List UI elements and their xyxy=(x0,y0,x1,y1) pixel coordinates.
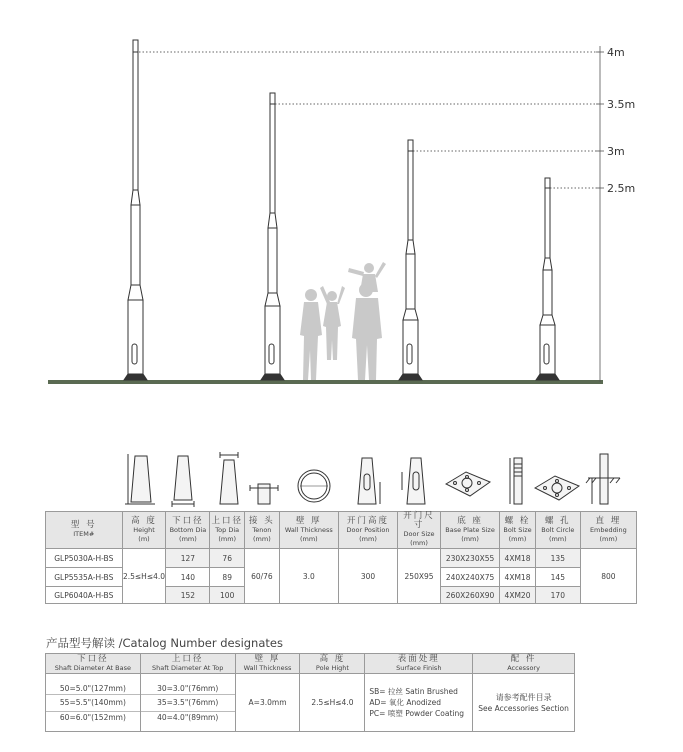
header-bottom-dia: 下口径 Bottom Dia (mm) xyxy=(166,512,210,549)
wall-thickness-icon xyxy=(298,470,330,502)
height-leaders xyxy=(139,52,600,188)
cell-embedding-merged: 800 xyxy=(580,549,636,604)
cell-top-dia: 100 xyxy=(210,587,245,604)
bolt-circle-icon xyxy=(535,476,579,500)
catalog-header-height: 高 度 Pole Hight xyxy=(300,654,365,674)
cell-bolt-size: 4XM18 xyxy=(500,568,536,587)
header-bolt-circle: 螺 孔 Bolt Circle (mm) xyxy=(535,512,580,549)
catalog-header-wall: 壁 厚 Wall Thickness xyxy=(235,654,300,674)
pole-3m xyxy=(399,140,422,380)
top-diameter-icon xyxy=(220,452,238,504)
cell-item: GLP5535A-H-BS xyxy=(46,568,123,587)
catalog-header-top: 上口径 Shaft Diameter At Top xyxy=(140,654,235,674)
catalog-header-row xyxy=(46,654,575,674)
height-label-3-5m: 3.5m xyxy=(607,98,636,111)
header-item: 型 号 ITEM# xyxy=(46,512,123,549)
cell-bolt-circle: 145 xyxy=(535,568,580,587)
header-bolt-size: 螺 栓 Bolt Size (mm) xyxy=(500,512,536,549)
cell-base-plate: 240X240X75 xyxy=(440,568,499,587)
cell-wall-merged: 3.0 xyxy=(279,549,338,604)
cell-top-dia: 89 xyxy=(210,568,245,587)
ground-line xyxy=(48,380,603,384)
catalog-header-base: 下口径 Shaft Diameter At Base xyxy=(46,654,141,674)
door-position-icon xyxy=(358,458,380,504)
cell-bottom-dia: 152 xyxy=(166,587,210,604)
height-scale xyxy=(596,46,604,382)
bottom-diameter-icon xyxy=(172,456,194,507)
embedding-icon xyxy=(586,454,620,504)
catalog-wall-value: A=3.0mm xyxy=(235,674,300,732)
cell-bolt-circle: 135 xyxy=(535,549,580,568)
catalog-finish-options: SB= 拉丝 Satin Brushed AD= 氧化 Anodized PC= 喷塑 Powder Coating xyxy=(365,674,473,732)
catalog-heading: 产品型号解读 /Catalog Number designates xyxy=(46,636,283,650)
catalog-base-options: 50=5.0"(127mm) 55=5.5"(140mm) 60=6.0"(152mm) xyxy=(46,674,141,732)
cell-door-position-merged: 300 xyxy=(338,549,397,604)
catalog-height-value: 2.5≤H≤4.0 xyxy=(300,674,365,732)
catalog-table xyxy=(45,653,575,732)
header-door-size: 开门尺寸 Door Size (mm) xyxy=(398,512,441,549)
tenon-icon xyxy=(250,484,278,504)
header-door-position: 开门高度 Door Position (mm) xyxy=(338,512,397,549)
height-label-3m: 3m xyxy=(607,145,625,158)
header-base-plate: 底 座 Base Plate Size (mm) xyxy=(440,512,499,549)
cell-tenon-merged: 60/76 xyxy=(245,549,280,604)
spec-header-row xyxy=(46,512,637,549)
header-height: 高 度 Height (m) xyxy=(122,512,166,549)
catalog-header-finish: 表面处理 Surface Finish xyxy=(365,654,473,674)
header-tenon: 接 头 Tenon (mm) xyxy=(245,512,280,549)
cell-bolt-size: 4XM20 xyxy=(500,587,536,604)
pole-2-5m xyxy=(536,178,559,380)
catalog-body-row xyxy=(46,674,575,732)
dimension-icons-row xyxy=(0,448,683,510)
header-top-dia: 上口径 Top Dia (mm) xyxy=(210,512,245,549)
cell-bolt-size: 4XM18 xyxy=(500,549,536,568)
catalog-top-options: 30=3.0"(76mm) 35=3.5"(76mm) 40=4.0"(89mm) xyxy=(140,674,235,732)
pole-4m xyxy=(124,40,147,380)
cell-top-dia: 76 xyxy=(210,549,245,568)
cell-door-size-merged: 250X95 xyxy=(398,549,441,604)
cell-base-plate: 260X260X90 xyxy=(440,587,499,604)
height-dimension-icon xyxy=(125,454,155,504)
bolt-icon xyxy=(510,458,522,504)
cell-base-plate: 230X230X55 xyxy=(440,549,499,568)
table-row xyxy=(46,549,637,568)
header-embedding: 直 埋 Embedding (mm) xyxy=(580,512,636,549)
pole-3-5m xyxy=(261,93,284,380)
cell-bottom-dia: 140 xyxy=(166,568,210,587)
cell-bottom-dia: 127 xyxy=(166,549,210,568)
catalog-accessory: 请参考配件目录 See Accessories Section xyxy=(473,674,575,732)
door-size-icon xyxy=(402,458,425,504)
header-wall-thickness: 壁 厚 Wall Thickness (mm) xyxy=(279,512,338,549)
base-plate-icon xyxy=(446,472,490,496)
cell-item: GLP5030A-H-BS xyxy=(46,549,123,568)
height-label-4m: 4m xyxy=(607,46,625,59)
spec-table xyxy=(45,511,637,604)
family-silhouette xyxy=(300,262,386,380)
height-label-2-5m: 2.5m xyxy=(607,182,636,195)
cell-item: GLP6040A-H-BS xyxy=(46,587,123,604)
cell-bolt-circle: 170 xyxy=(535,587,580,604)
cell-height-merged: 2.5≤H≤4.0 xyxy=(122,549,166,604)
catalog-header-accessory: 配 件 Accessory xyxy=(473,654,575,674)
